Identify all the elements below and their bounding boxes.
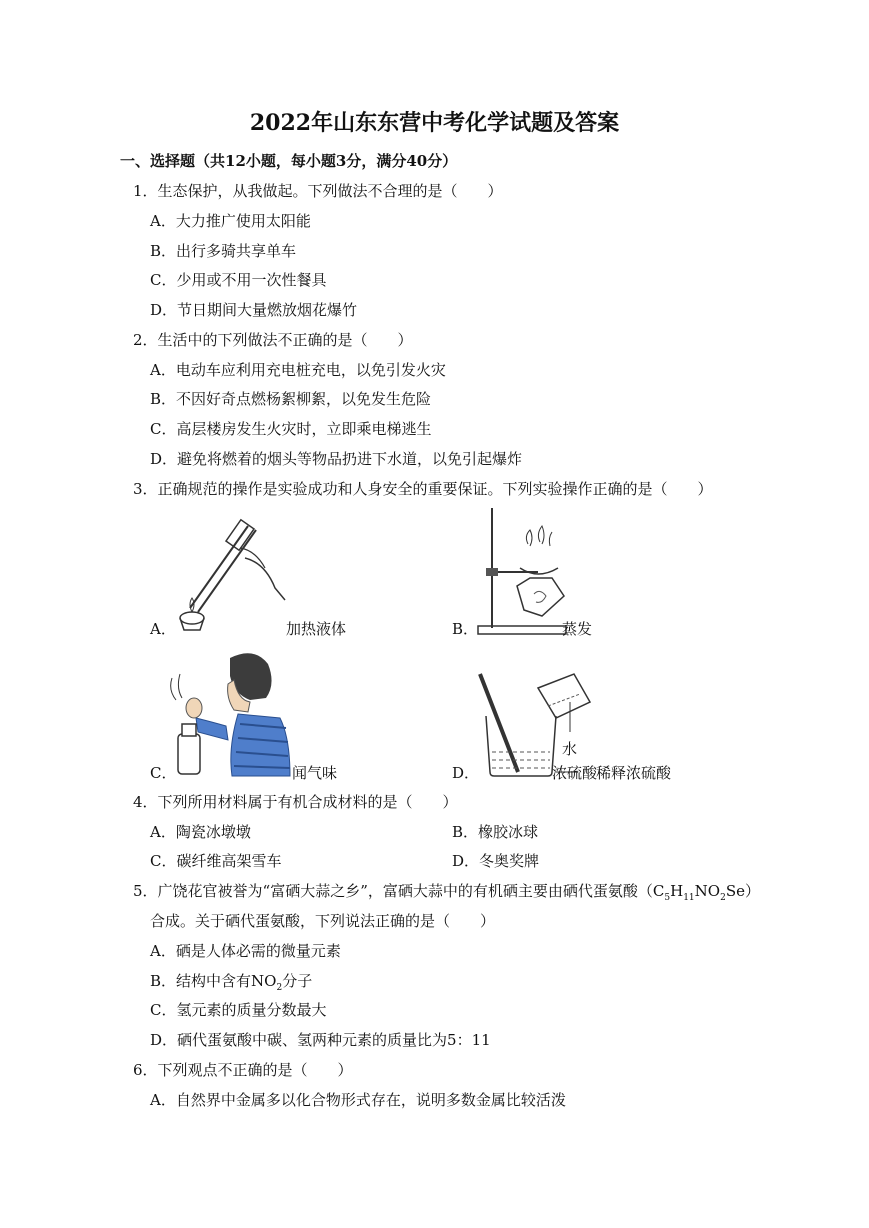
question-2-stem: 2．生活中的下列做法不正确的是（ ） <box>133 331 413 349</box>
question-5-stem-line2: 合成。关于硒代蛋氨酸，下列说法正确的是（ ） <box>150 912 496 930</box>
q6-option-a: A．自然界中金属多以化合物形式存在，说明多数金属比较活泼 <box>150 1091 566 1109</box>
q4-option-c: C．碳纤维高架雪车 <box>150 852 282 870</box>
figure-c-letter: C． <box>150 764 177 782</box>
q2-option-b: B．不因好奇点燃杨絮柳絮，以免发生危险 <box>150 390 432 408</box>
figure-d-letter: D． <box>452 764 480 782</box>
question-1-stem: 1．生态保护，从我做起。下列做法不合理的是（ ） <box>133 182 503 200</box>
q5-option-a: A．硒是人体必需的微量元素 <box>150 942 341 960</box>
figure-a-letter: A． <box>150 620 176 638</box>
question-6-stem: 6．下列观点不正确的是（ ） <box>133 1061 353 1079</box>
q5-option-c: C．氢元素的质量分数最大 <box>150 1001 327 1019</box>
q5-option-b: B．结构中含有$NO_2$分子 <box>150 972 313 993</box>
page-title: 2022年山东东营中考化学试题及答案 <box>249 110 620 136</box>
q1-option-b: B．出行多骑共享单车 <box>150 242 297 260</box>
question-3-stem: 3．正确规范的操作是实验成功和人身安全的重要保证。下列实验操作正确的是（ ） <box>133 480 713 498</box>
figure-c-caption: 闻气味 <box>292 764 338 782</box>
q1-option-d: D．节日期间大量燃放烟花爆竹 <box>150 301 358 319</box>
figure-b-letter: B． <box>452 620 479 638</box>
q2-option-c: C．高层楼房发生火灾时，立即乘电梯逃生 <box>150 420 432 438</box>
figure-heating-liquid <box>170 508 290 638</box>
q5-option-d: D．硒代蛋氨酸中碳、氢两种元素的质量比为5：11 <box>150 1031 491 1049</box>
q1-option-c: C．少用或不用一次性餐具 <box>150 271 327 289</box>
label-water: 水 <box>562 740 578 758</box>
q2-option-a: A．电动车应利用充电桩充电，以免引发火灾 <box>150 361 446 379</box>
figure-d-caption: 稀释浓硫酸 <box>596 764 672 782</box>
label-concentrated-acid: 浓硫酸 <box>552 764 598 782</box>
q4-option-b: B．橡胶冰球 <box>452 823 539 841</box>
question-4-stem: 4．下列所用材料属于有机合成材料的是（ ） <box>133 793 458 811</box>
q4-option-a: A．陶瓷冰墩墩 <box>150 823 251 841</box>
section-heading: 一、选择题（共12小题，每小题3分，满分40分） <box>120 152 458 170</box>
figure-a-caption: 加热液体 <box>286 620 347 638</box>
figure-b-caption: 蒸发 <box>562 620 593 638</box>
figure-evaporation <box>472 506 572 638</box>
question-5-stem: 5．广饶花官被誉为“富硒大蒜之乡”，富硒大蒜中的有机硒主要由硒代蛋氨酸$(C_5H_{11}NO_2Se)$ <box>133 882 760 903</box>
q1-option-a: A．大力推广使用太阳能 <box>150 212 311 230</box>
figure-smell-gas <box>168 648 293 778</box>
q4-option-d: D．冬奥奖牌 <box>452 852 540 870</box>
q2-option-d: D．避免将燃着的烟头等物品扔进下水道，以免引起爆炸 <box>150 450 523 468</box>
